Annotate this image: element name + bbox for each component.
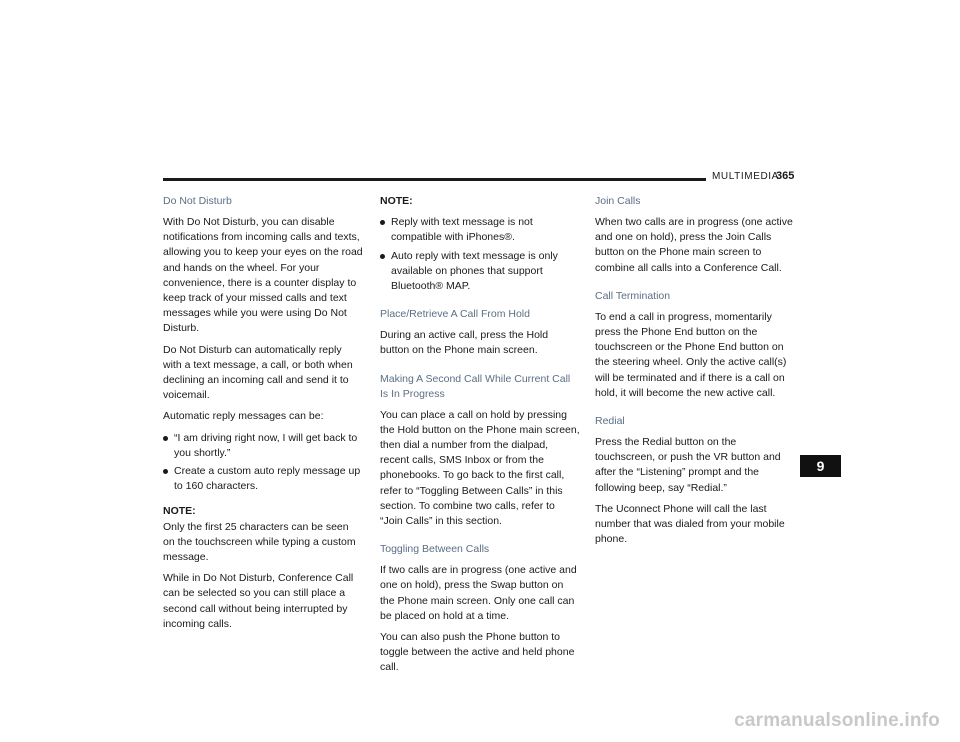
bullet-list xyxy=(163,431,363,495)
heading-do-not-disturb: Do Not Disturb xyxy=(163,195,232,207)
heading-call-termination: Call Termination xyxy=(595,289,671,302)
heading-hold: Place/Retrieve A Call From Hold xyxy=(380,308,530,321)
paragraph: With Do Not Disturb, you can disable notifications from incoming calls and texts, allowing you to keep your eyes on the road and hands on the wheel. For your convenience, there is a counter display to keep track of your missed calls and text messages while you were using Do Not Disturb. xyxy=(163,216,363,335)
watermark: carmanualsonline.info xyxy=(734,710,940,731)
note-label: NOTE: xyxy=(163,505,196,518)
paragraph: Do Not Disturb can automatically reply with a text message, a call, or both when declining an incoming call and send it to voicemail. xyxy=(163,343,353,402)
section-title: MULTIMEDIA xyxy=(712,171,779,182)
note-text: Only the first 25 characters can be seen on the touchscreen while typing a custom message. xyxy=(163,520,356,564)
bullet-list xyxy=(380,215,580,294)
paragraph: You can place a call on hold by pressing the Hold button on the Phone main screen, then dial a number from the dialpad, recent calls, SMS Inbox or from the phonebooks. To go back to the first call, refer to “Toggling Between Calls” in this section. To combine two calls, refer to “Join Calls” in this section. xyxy=(380,408,580,528)
paragraph: You can also push the Phone button to toggle between the active and held phone call. xyxy=(380,631,575,674)
heading-second-call: Making A Second Call While Current Call Is In Progress xyxy=(380,372,571,400)
list-item: Create a custom auto reply message up to 160 characters. xyxy=(163,464,363,494)
list-item: “I am driving right now, I will get back to you shortly.” xyxy=(163,431,363,461)
header-rule xyxy=(163,178,706,181)
chapter-tab: 9 xyxy=(800,455,841,477)
heading-redial: Redial xyxy=(595,415,625,428)
paragraph: To end a call in progress, momentarily press the Phone End button on the touchscreen or the Phone End button on the steering wheel. Only the active call(s) will be terminated and if there is a call on hold, it will become the new active call. xyxy=(595,310,787,399)
heading-join-calls: Join Calls xyxy=(595,195,641,207)
paragraph: When two calls are in progress (one active and one on hold), press the Join Calls button on the Phone main screen to combine all calls into a Conference Call. xyxy=(595,216,793,274)
paragraph: Press the Redial button on the touchscreen, or push the VR button and after the “Listening” prompt and the following beep, say “Redial.” xyxy=(595,436,781,494)
page-number: 365 xyxy=(776,170,795,182)
paragraph: While in Do Not Disturb, Conference Call can be selected so you can still place a second call without being interrupted by incoming calls. xyxy=(163,572,354,630)
heading-toggling: Toggling Between Calls xyxy=(380,543,490,556)
note-label: NOTE: xyxy=(380,195,413,207)
list-item: Auto reply with text message is only available on phones that support Bluetooth® MAP. xyxy=(380,249,580,295)
paragraph: During an active call, press the Hold button on the Phone main screen. xyxy=(380,329,549,357)
list-item: Reply with text message is not compatible with iPhones®. xyxy=(380,215,580,245)
paragraph: If two calls are in progress (one active and one on hold), press the Swap button on the Phone main screen. Only one call can be placed on hold at a time. xyxy=(380,564,577,622)
paragraph: Automatic reply messages can be: xyxy=(163,410,324,423)
column-right xyxy=(595,194,797,553)
paragraph: The Uconnect Phone will call the last number that was dialed from your mobile phone. xyxy=(595,502,785,546)
column-left xyxy=(163,194,363,638)
column-middle xyxy=(380,194,580,682)
